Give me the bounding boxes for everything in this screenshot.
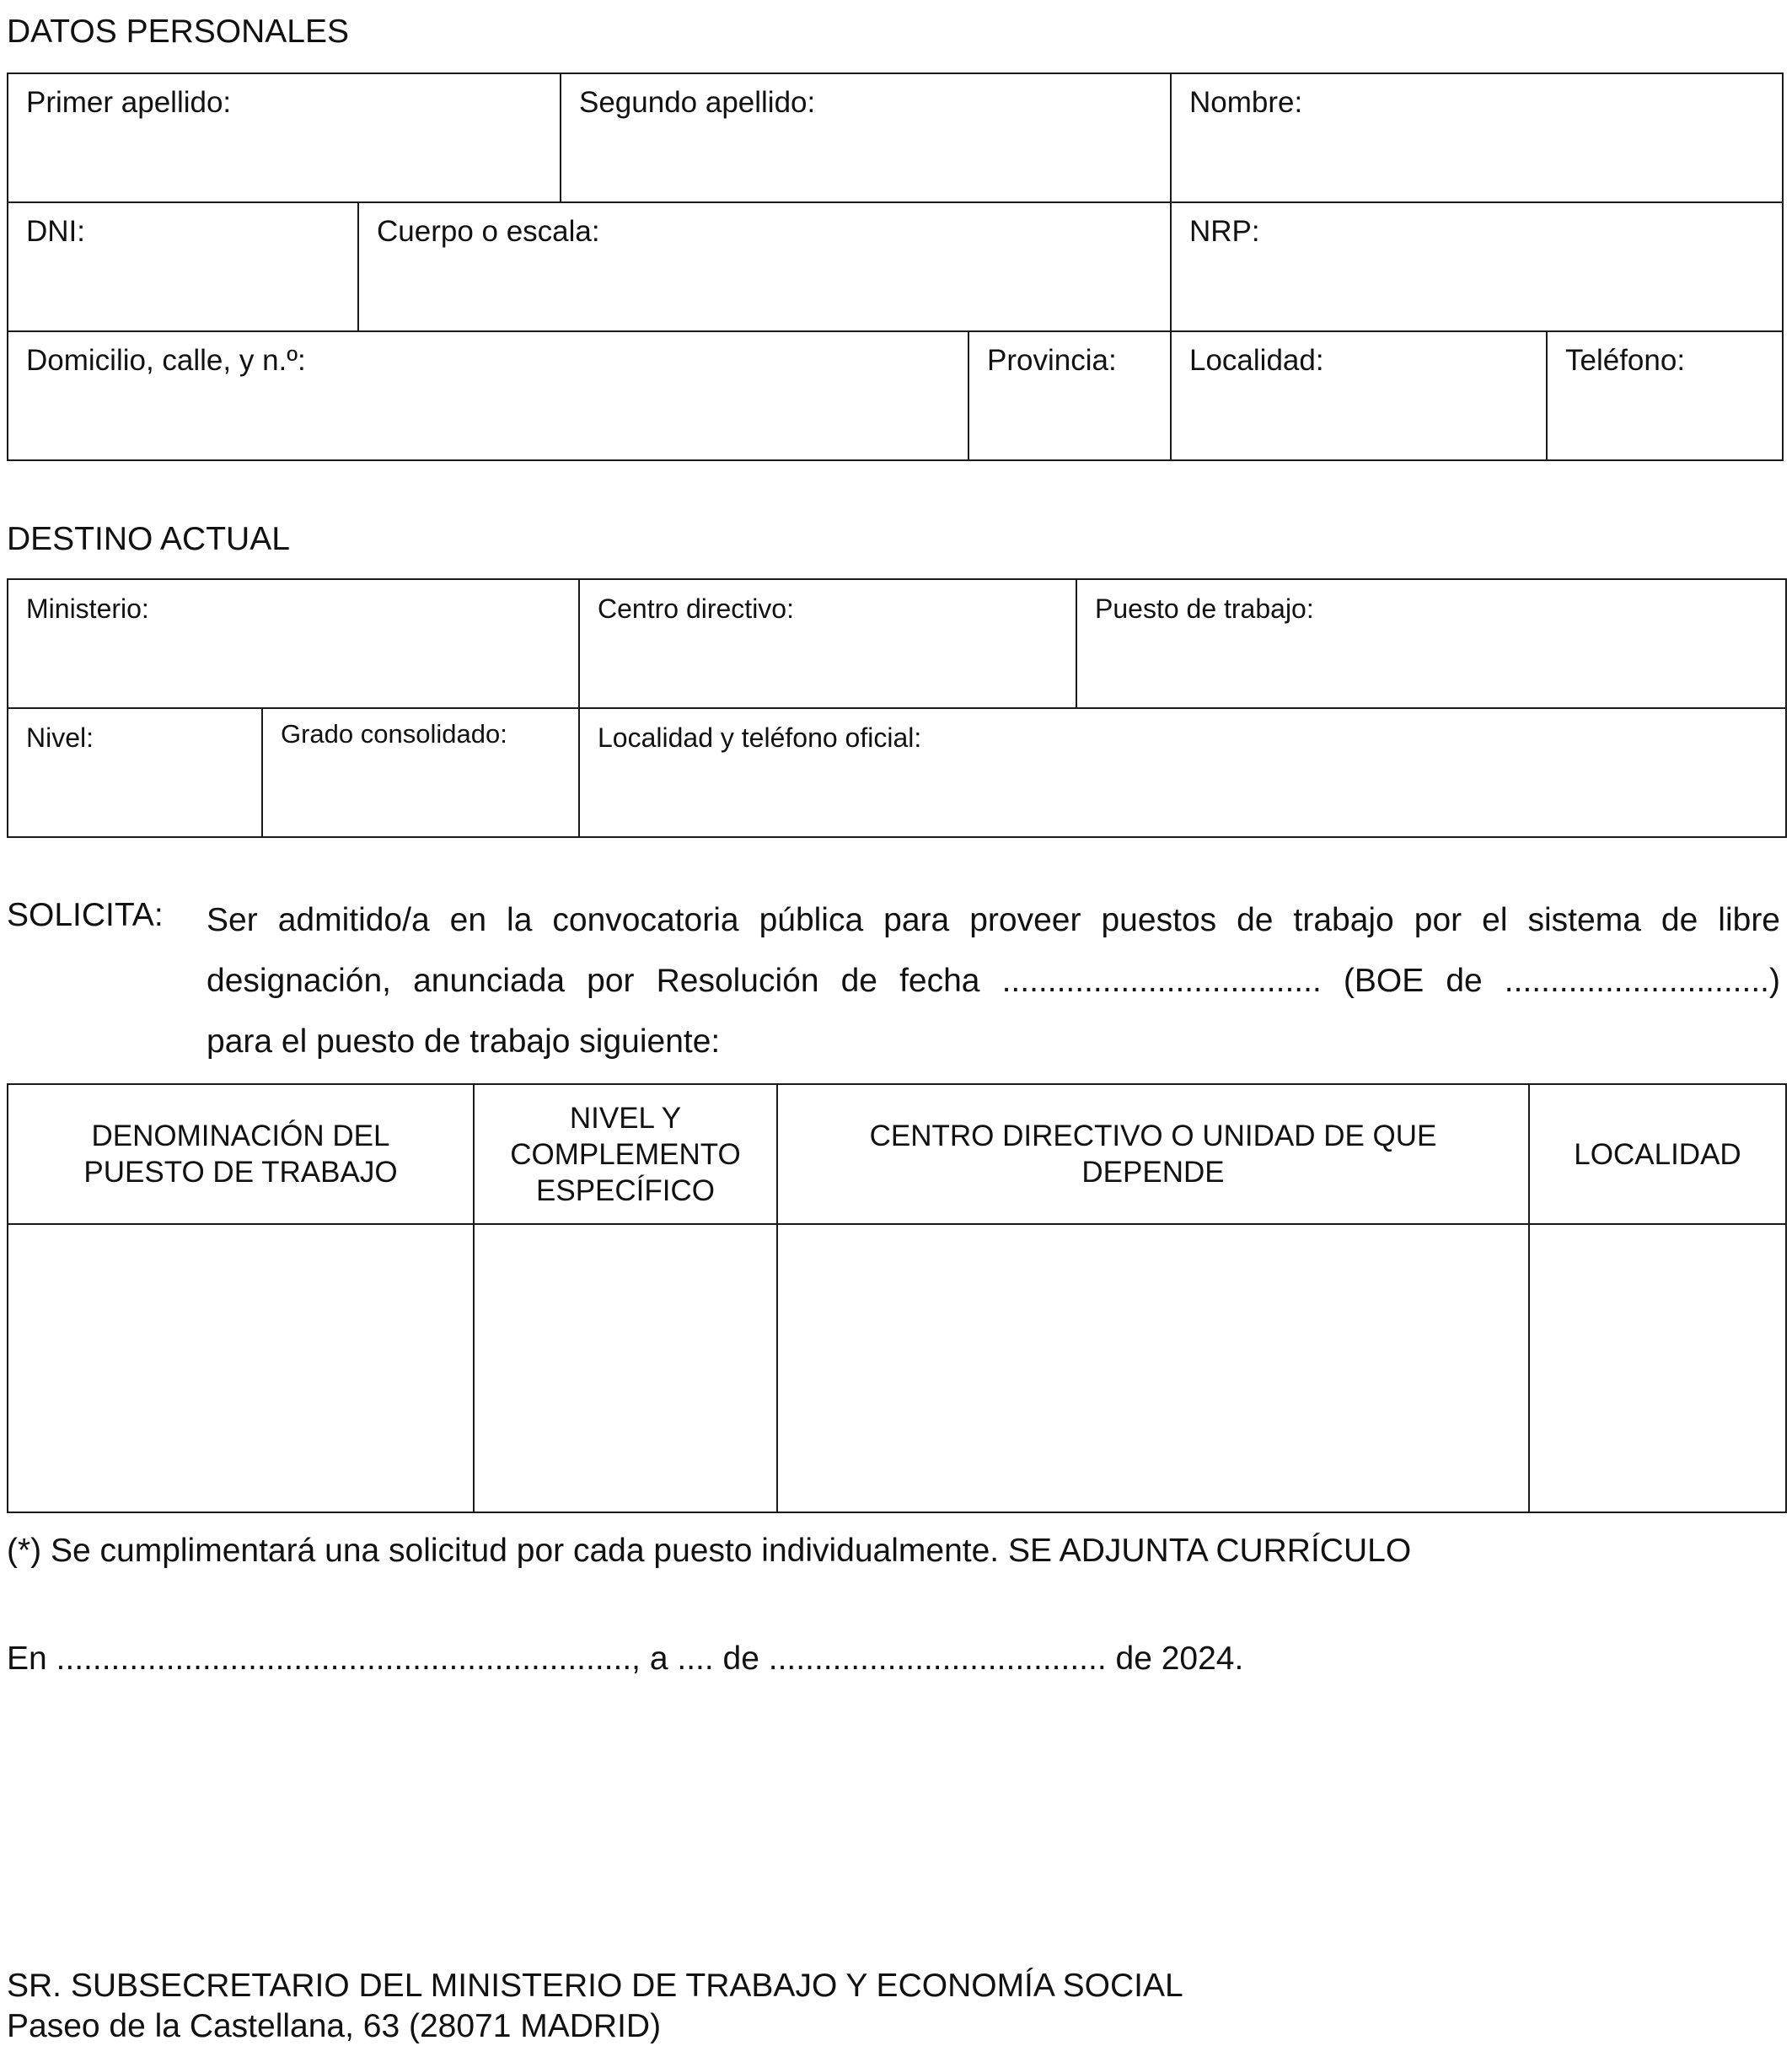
dni-label: DNI: <box>26 215 85 248</box>
primer-apellido-field[interactable] <box>8 73 561 202</box>
domicilio-field[interactable] <box>8 331 968 460</box>
provincia-field[interactable] <box>968 331 1171 460</box>
header-denominacion: DENOMINACIÓN DEL PUESTO DE TRABAJO <box>8 1084 474 1224</box>
centro-directivo-input-cell[interactable] <box>777 1224 1529 1512</box>
nombre-field[interactable] <box>1171 73 1783 202</box>
ministerio-label: Ministerio: <box>26 593 149 624</box>
grado-consolidado-label: Grado consolidado: <box>281 719 507 749</box>
ministerio-field[interactable] <box>8 579 579 708</box>
nivel-complemento-input-cell[interactable] <box>474 1224 777 1512</box>
header-localidad: LOCALIDAD <box>1529 1084 1786 1224</box>
segundo-apellido-label: Segundo apellido: <box>579 86 816 119</box>
provincia-label: Provincia: <box>987 344 1117 377</box>
solicita-section <box>7 890 1780 1072</box>
nivel-field[interactable] <box>8 708 262 837</box>
cuerpo-escala-label: Cuerpo o escala: <box>377 215 600 248</box>
nrp-field[interactable] <box>1171 202 1783 331</box>
puesto-trabajo-field[interactable] <box>1076 579 1786 708</box>
datos-personales-heading: DATOS PERSONALES <box>7 13 350 50</box>
telefono-field[interactable] <box>1547 331 1783 460</box>
cuerpo-escala-field[interactable] <box>358 202 1171 331</box>
primer-apellido-label: Primer apellido: <box>26 86 232 119</box>
centro-directivo-label: Centro directivo: <box>598 593 794 624</box>
destino-actual-table <box>7 578 1787 838</box>
destino-actual-heading: DESTINO ACTUAL <box>7 521 290 557</box>
dni-field[interactable] <box>8 202 358 331</box>
localidad-input-cell[interactable] <box>1529 1224 1786 1512</box>
localidad-telefono-field[interactable] <box>579 708 1786 837</box>
nivel-label: Nivel: <box>26 722 94 753</box>
centro-directivo-field[interactable] <box>579 579 1076 708</box>
solicita-text <box>207 890 1780 1072</box>
addressee-line-1: SR. SUBSECRETARIO DEL MINISTERIO DE TRABAJO Y ECONOMÍA SOCIAL <box>7 1968 1183 2004</box>
nombre-label: Nombre: <box>1189 86 1303 119</box>
header-centro-directivo: CENTRO DIRECTIVO O UNIDAD DE QUE DEPENDE <box>777 1084 1529 1224</box>
grado-consolidado-field[interactable] <box>262 708 579 837</box>
localidad-telefono-label: Localidad y teléfono oficial: <box>598 722 922 753</box>
solicita-line: para el puesto de trabajo siguiente: <box>207 1023 721 1060</box>
denominacion-input-cell[interactable] <box>8 1224 474 1512</box>
addressee-line-2: Paseo de la Castellana, 63 (28071 MADRID) <box>7 2008 662 2044</box>
domicilio-label: Domicilio, calle, y n.º: <box>26 344 306 377</box>
solicita-line: designación, anunciada por Resolución de fecha ................................... (BOE de .............................) <box>207 963 1780 999</box>
telefono-label: Teléfono: <box>1565 344 1686 377</box>
localidad-field[interactable] <box>1171 331 1547 460</box>
solicita-label: SOLICITA: <box>7 897 164 933</box>
puestos-table <box>7 1083 1787 1513</box>
date-line: En ..............................................................., a .... de ..................................... de 2024. <box>7 1640 1244 1677</box>
datos-personales-table <box>7 72 1784 461</box>
localidad-label: Localidad: <box>1189 344 1324 377</box>
header-nivel-complemento: NIVEL Y COMPLEMENTO ESPECÍFICO <box>474 1084 777 1224</box>
segundo-apellido-field[interactable] <box>561 73 1171 202</box>
puesto-trabajo-label: Puesto de trabajo: <box>1095 593 1314 624</box>
solicita-line: Ser admitido/a en la convocatoria pública para proveer puestos de trabajo por el sistema de libre <box>207 902 1780 938</box>
nrp-label: NRP: <box>1189 215 1260 248</box>
footnote: (*) Se cumplimentará una solicitud por cada puesto individualmente. SE ADJUNTA CURRÍCULO <box>7 1533 1412 1569</box>
